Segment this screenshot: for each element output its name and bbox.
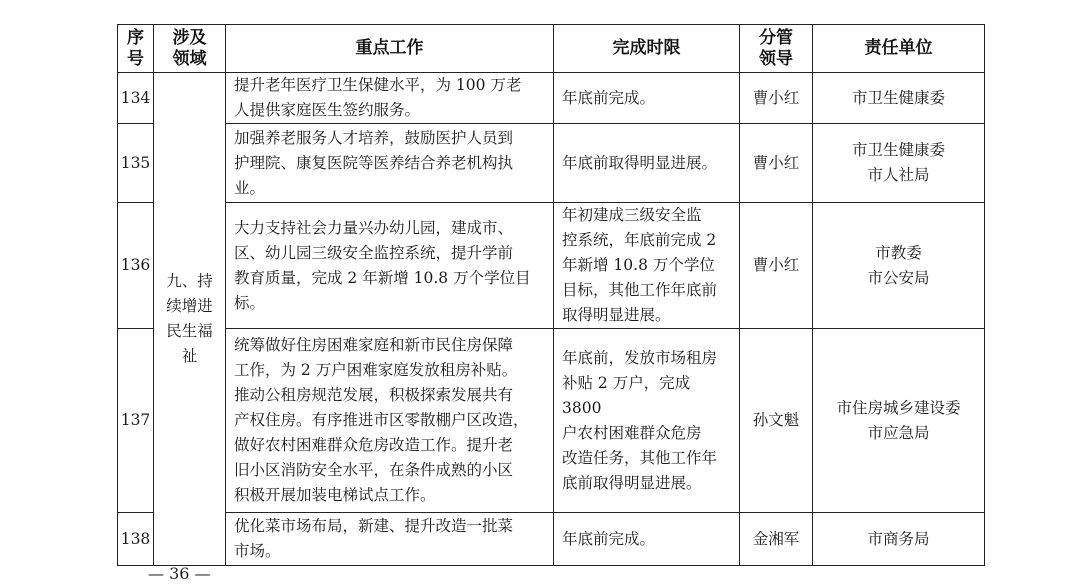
table-row xyxy=(118,203,985,329)
deadline-cell: 年底前完成。 xyxy=(554,513,740,566)
deadline-cell: 年底前，发放市场租房 补贴 2 万户，完成 3800 户农村困难群众危房 改造任务，其他工作年 底前取得明显进展。 xyxy=(554,329,740,513)
deadline-cell: 年底前取得明显进展。 xyxy=(554,124,740,203)
table-row xyxy=(118,124,985,203)
header-leader: 分管 领导 xyxy=(740,25,813,73)
table-row xyxy=(118,513,985,566)
header-deadline: 完成时限 xyxy=(554,25,740,73)
row-number: 134 xyxy=(118,73,154,124)
task-cell: 统筹做好住房困难家庭和新市民住房保障 工作，为 2 万户困难家庭发放租房补贴。 推动公租房规范发展，积极探索发展共有 产权住房。有序推进市区零散棚户区改造， 做好农村困难群众危房改造工作。提升老 旧小区消防安全水平，在条件成熟的小区 积极开展加装电梯试点工作。 xyxy=(226,329,554,513)
unit-cell: 市商务局 xyxy=(813,513,985,566)
deadline-cell: 年底前完成。 xyxy=(554,73,740,124)
leader-cell: 曹小红 xyxy=(740,73,813,124)
unit-cell: 市教委 市公安局 xyxy=(813,203,985,329)
leader-cell: 孙文魁 xyxy=(740,329,813,513)
task-cell: 提升老年医疗卫生保健水平，为 100 万老 人提供家庭医生签约服务。 xyxy=(226,73,554,124)
row-number: 135 xyxy=(118,124,154,203)
work-table xyxy=(117,24,985,566)
header-seq: 序 号 xyxy=(118,25,154,73)
unit-cell: 市住房城乡建设委 市应急局 xyxy=(813,329,985,513)
header-task: 重点工作 xyxy=(226,25,554,73)
unit-cell: 市卫生健康委 xyxy=(813,73,985,124)
leader-cell: 金湘军 xyxy=(740,513,813,566)
task-cell: 加强养老服务人才培养，鼓励医护人员到 护理院、康复医院等医养结合养老机构执 业。 xyxy=(226,124,554,203)
header-field: 涉及 领域 xyxy=(154,25,226,73)
table-row xyxy=(118,329,985,513)
task-cell: 大力支持社会力量兴办幼儿园，建成市、 区、幼儿园三级安全监控系统，提升学前 教育质量，完成 2 年新增 10.8 万个学位目 标。 xyxy=(226,203,554,329)
task-cell: 优化菜市场布局，新建、提升改造一批菜 市场。 xyxy=(226,513,554,566)
header-unit: 责任单位 xyxy=(813,25,985,73)
row-number: 138 xyxy=(118,513,154,566)
leader-cell: 曹小红 xyxy=(740,203,813,329)
deadline-cell: 年初建成三级安全监 控系统，年底前完成 2 年新增 10.8 万个学位 目标，其他工作年底前 取得明显进展。 xyxy=(554,203,740,329)
page-number: — 36 — xyxy=(148,564,211,583)
row-number: 137 xyxy=(118,329,154,513)
unit-cell: 市卫生健康委 市人社局 xyxy=(813,124,985,203)
field-cell: 九、持 续增进 民生福 祉 xyxy=(154,73,226,566)
leader-cell: 曹小红 xyxy=(740,124,813,203)
row-number: 136 xyxy=(118,203,154,329)
table-row xyxy=(118,73,985,124)
table-header-row xyxy=(118,25,985,73)
